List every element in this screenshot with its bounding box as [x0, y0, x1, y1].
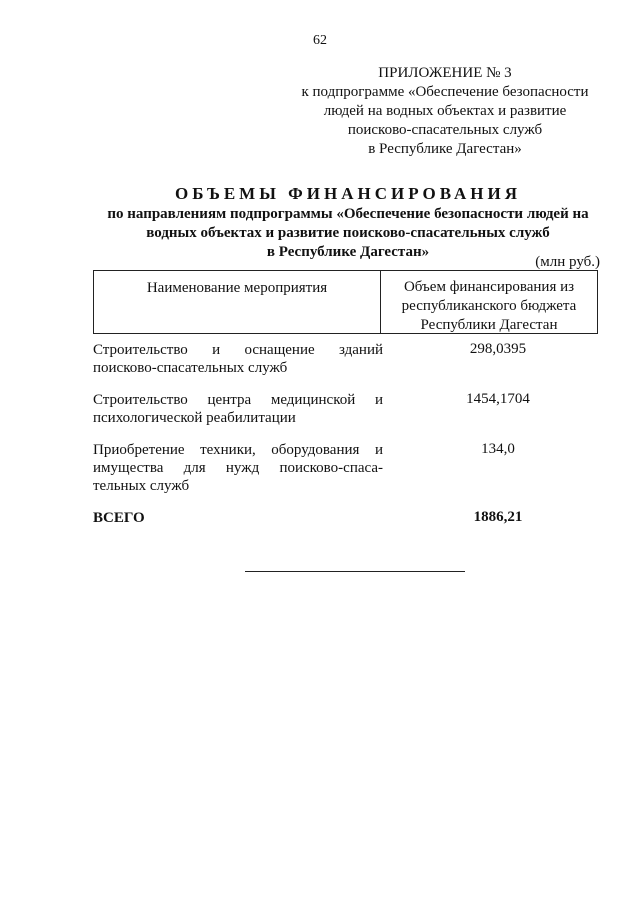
title-main: ОБЪЕМЫ ФИНАНСИРОВАНИЯ — [175, 184, 521, 203]
document-title — [90, 183, 606, 262]
row-value: 134,0 — [481, 441, 515, 457]
subtitle-line: водных объектах и развитие поисково-спасательных служб — [146, 225, 550, 241]
total-label: ВСЕГО — [93, 510, 145, 526]
appendix-title: ПРИЛОЖЕНИЕ № 3 — [378, 65, 512, 81]
table-row — [93, 391, 598, 427]
appendix-line: в Республике Дагестан» — [368, 141, 522, 157]
table-row — [93, 441, 598, 495]
appendix-line: людей на водных объектах и развитие — [323, 103, 567, 119]
appendix-line: поисково-спасательных служб — [347, 122, 543, 138]
row-value: 1454,1704 — [466, 391, 530, 407]
row-name: Строительство центра медицинской и психологической реабилитации — [93, 392, 383, 426]
appendix-line: к подпрограмме «Обеспечение безопасности — [301, 84, 589, 100]
table-row — [93, 341, 598, 377]
subtitle-line: по направлениям подпрограммы «Обеспечение безопасности людей на — [107, 206, 589, 222]
page-number: 62 — [313, 33, 327, 48]
header-value-cell: Объем финансирования из республиканского бюджета Республики Дагестан — [401, 279, 577, 333]
header-name-cell: Наименование мероприятия — [94, 271, 381, 333]
row-name: Приобретение техники, оборудования и имущества для нужд поисково-спаса-тельных служб — [93, 442, 383, 494]
table-body — [93, 341, 598, 541]
table-header — [93, 270, 598, 334]
subtitle-line: в Республике Дагестан» — [266, 244, 430, 260]
units-label: (млн руб.) — [535, 254, 600, 270]
row-name: Строительство и оснащение зданий поисково-спасательных служб — [93, 342, 383, 376]
total-value: 1886,21 — [473, 509, 523, 525]
row-value: 298,0395 — [469, 341, 527, 357]
appendix-header — [300, 64, 590, 159]
total-row — [93, 509, 598, 527]
closing-divider — [245, 571, 465, 572]
